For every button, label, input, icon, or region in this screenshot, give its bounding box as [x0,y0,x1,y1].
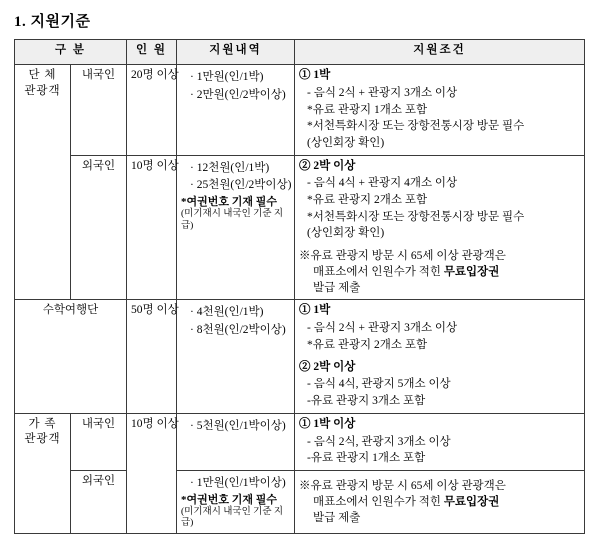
support-conditions-cell [295,470,585,533]
column-header-headcount: 인 원 [127,40,177,65]
condition-heading: ① 1박 이상 [299,417,356,430]
condition-line: (상인회장 확인) [307,136,385,149]
list-item: · 1만원(인/1박이상) [190,476,286,489]
support-details-cell [177,65,295,156]
support-details-cell [177,155,295,300]
list-item: · 12천원(인/1박) [190,161,270,174]
support-details-cell [177,413,295,470]
support-criteria-table [14,39,585,534]
free-ticket-note-line2: 매표소에서 인원수가 적힌 무료입장권 [313,266,500,279]
table-row [15,470,585,533]
support-conditions-cell [295,413,585,470]
support-conditions-cell [295,155,585,300]
table-row [15,155,585,300]
category-label-line2: 관광객 [24,433,61,446]
free-ticket-note [299,478,580,526]
condition-line: *서천특화시장 또는 장항전통시장 방문 필수 [307,120,525,133]
condition-line: *유료 관광지 2개소 포함 [307,338,428,351]
support-details-cell [177,470,295,533]
headcount-value: 10명 이상 [127,413,177,533]
support-conditions-cell [295,65,585,156]
passport-note-text: *여권번호 기재 필수 [181,493,278,506]
category-label-line1: 가 족 [28,417,57,430]
free-ticket-note [299,248,580,296]
page-title: 1. 지원기준 [14,14,91,30]
category-group-tour [15,65,71,300]
list-item: · 2만원(인/2박이상) [190,88,286,101]
subcategory-foreign: 외국인 [71,155,127,300]
list-item: · 8천원(인/2박이상) [190,324,286,337]
condition-line: - 음식 4식, 관광지 5개소 이상 [307,378,451,391]
table-row [15,300,585,413]
subcategory-foreign: 외국인 [71,470,127,533]
category-school-trip: 수학여행단 [15,300,127,413]
table-header [15,40,585,65]
column-header-support-conditions: 지원조건 [295,40,585,65]
category-label-line1: 단 체 [28,69,57,81]
condition-group [299,68,580,152]
headcount-value: 50명 이상 [127,300,177,413]
free-ticket-note-line2: 매표소에서 인원수가 적힌 무료입장권 [313,496,500,509]
category-label-line2: 관광객 [24,84,61,97]
support-details-list [181,160,290,194]
category-family-tour [15,413,71,533]
support-details-list [181,475,290,492]
support-details-list [181,418,290,435]
condition-line: (상인회장 확인) [307,227,385,240]
list-item: · 5천원(인/1박이상) [190,419,286,432]
subcategory-domestic: 내국인 [71,413,127,470]
condition-line: - 음식 2식, 관광지 3개소 이상 [307,435,451,448]
condition-line: - 음식 4식 + 관광지 4개소 이상 [307,177,458,190]
column-header-category: 구 분 [15,40,127,65]
condition-line: - 음식 2식 + 관광지 3개소 이상 [307,86,458,99]
support-details-list [181,304,290,338]
table-header-row [15,40,585,65]
passport-note-text: *여권번호 기재 필수 [181,195,278,208]
list-item: · 25천원(인/2박이상) [190,179,292,192]
condition-heading: ② 2박 이상 [299,360,356,373]
condition-line: -유료 관광지 3개소 포함 [307,395,426,408]
support-details-cell [177,300,295,413]
headcount-value: 10명 이상 [127,155,177,300]
free-ticket-note-line3: 발급 제출 [313,282,361,295]
free-ticket-note-line3: 발급 제출 [313,512,361,525]
passport-note [181,195,290,232]
condition-line: *유료 관광지 1개소 포함 [307,103,428,116]
condition-group [299,417,580,467]
condition-heading: ① 1박 [299,304,331,317]
list-item: · 1만원(인/1박) [190,71,264,83]
table-body [15,65,585,534]
column-header-support-details: 지원내역 [177,40,295,65]
free-ticket-note-line1: ※유료 관광지 방문 시 65세 이상 관광객은 [299,250,506,263]
subcategory-domestic: 내국인 [71,65,127,156]
passport-note-sub: (미기재시 내국인 기준 지급) [181,209,284,231]
support-details-list [181,69,290,103]
condition-heading: ① 1박 [299,69,331,81]
table-row [15,65,585,156]
condition-line: *서천특화시장 또는 장항전통시장 방문 필수 [307,210,525,223]
passport-note [181,493,290,530]
passport-note-sub: (미기재시 내국인 기준 지급) [181,506,284,529]
condition-group [299,303,580,353]
condition-line: -유료 관광지 1개소 포함 [307,452,426,465]
table-row [15,413,585,470]
support-conditions-cell [295,300,585,413]
condition-group [299,360,580,410]
list-item: · 4천원(인/1박) [190,306,264,319]
headcount-value: 20명 이상 [127,65,177,156]
condition-line: - 음식 2식 + 관광지 3개소 이상 [307,322,458,335]
condition-group [299,159,580,243]
free-ticket-note-line1: ※유료 관광지 방문 시 65세 이상 관광객은 [299,479,506,492]
condition-line: *유료 관광지 2개소 포함 [307,194,428,207]
condition-heading: ② 2박 이상 [299,159,356,172]
